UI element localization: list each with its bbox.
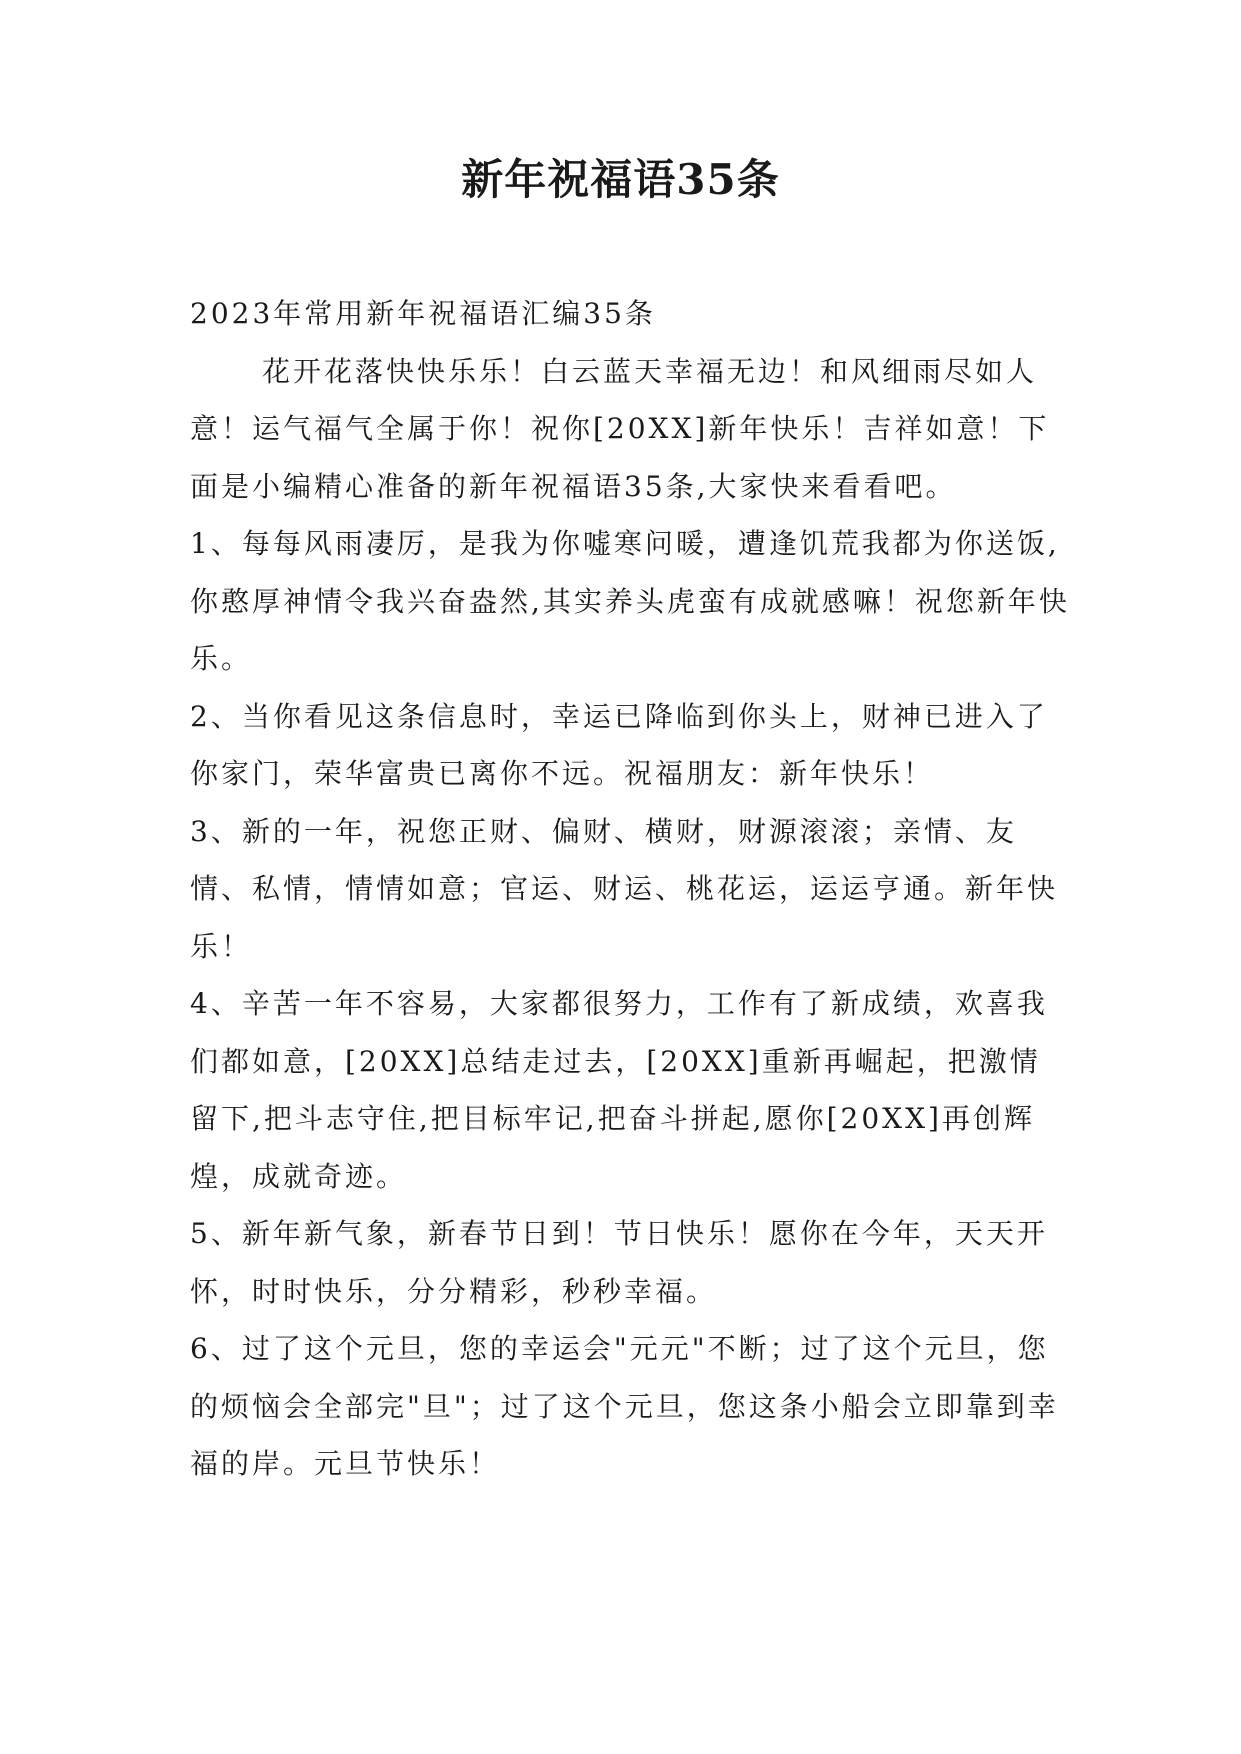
blessing-item-5: 5、新年新气象，新春节日到！节日快乐！愿你在今年，天天开怀，时时快乐，分分精彩，秒秒幸福。 — [190, 1217, 1048, 1308]
document-title: 新年祝福语35条 — [461, 155, 780, 204]
document-body — [190, 285, 1070, 1493]
document-subtitle: 2023年常用新年祝福语汇编35条 — [190, 297, 656, 330]
blessing-item-3: 3、新的一年，祝您正财、偏财、横财，财源滚滚；亲情、友情、私情，情情如意；官运、财运、桃花运，运运亨通。新年快乐！ — [190, 814, 1059, 963]
blessing-item-2: 2、当你看见这条信息时，幸运已降临到你头上，财神已进入了你家门，荣华富贵已离你不远。祝福朋友：新年快乐！ — [190, 699, 1048, 790]
blessing-item-6: 6、过了这个元旦，您的幸运会"元元"不断；过了这个元旦，您的烦恼会全部完"旦"；过了这个元旦，您这条小船会立即靠到幸福的岸。元旦节快乐！ — [190, 1332, 1059, 1480]
blessing-item-1: 1、每每风雨凄厉，是我为你嘘寒问暖，遭逢饥荒我都为你送饭,你憨厚神情令我兴奋盎然,其实养头虎蛮有成就感嘛！祝您新年快乐。 — [190, 527, 1070, 675]
intro-paragraph: 花开花落快快乐乐！白云蓝天幸福无边！和风细雨尽如人意！运气福气全属于你！祝你[20XX]新年快乐！吉祥如意！下面是小编精心准备的新年祝福语35条,大家快来看看吧。 — [190, 354, 1050, 503]
blessing-item-4: 4、辛苦一年不容易，大家都很努力，工作有了新成绩，欢喜我们都如意，[20XX]总结走过去，[20XX]重新再崛起，把激情留下,把斗志守住,把目标牢记,把奋斗拼起,愿你[20XX]再创辉煌，成就奇迹。 — [190, 987, 1048, 1193]
